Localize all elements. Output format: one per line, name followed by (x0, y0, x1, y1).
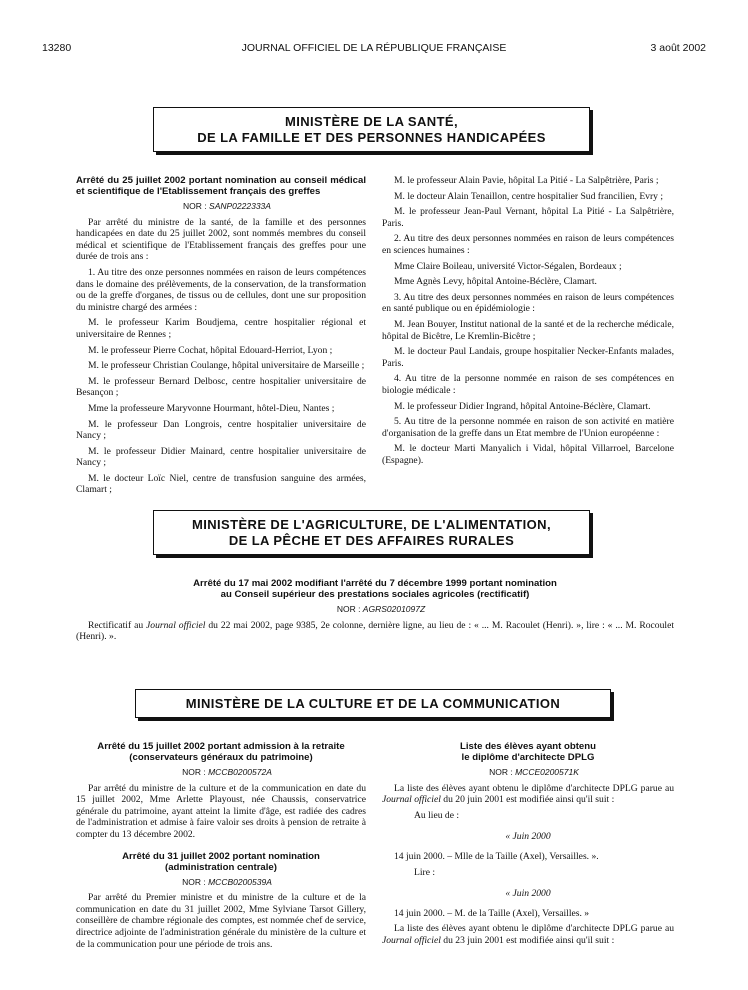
retirement-nor-code: MCCB0200572A (208, 767, 272, 777)
sante-left-column (76, 175, 366, 500)
dplg-month-heading: « Juin 2000 (505, 888, 551, 900)
sante-nor-code: SANP0222333A (209, 201, 271, 211)
agriculture-section (76, 578, 674, 647)
ministry-sante-line2: DE LA FAMILLE ET DES PERSONNES HANDICAPÉES (197, 130, 546, 145)
sante-paragraph: Mme Claire Boileau, université Victor-Ségalen, Bordeaux ; (394, 260, 622, 272)
nomination-decree-title-line2: (administration centrale) (165, 861, 277, 873)
sante-paragraph: M. le docteur Loïc Niel, centre de transfusion sanguine des armées, Clamart ; (76, 472, 366, 496)
dplg-nor: NOR : MCCE0200571K (489, 767, 579, 777)
sante-paragraph: 5. Au titre de la personne nommée en raison de son activité en matière d'organisation de la greffe dans un Etat membre de l'Union européenne : (382, 416, 674, 439)
agriculture-decree-title-line2: au Conseil supérieur des prestations sociales agricoles (rectificatif) (220, 589, 530, 600)
nomination-nor: NOR : MCCB0200539A (182, 876, 272, 887)
sante-paragraph: M. le professeur Pierre Cochat, hôpital Edouard-Herriot, Lyon ; (88, 344, 333, 356)
sante-paragraph: M. le professeur Didier Ingrand, hôpital Antoine-Béclère, Clamart. (394, 400, 651, 412)
sante-paragraph: Mme Agnès Levy, hôpital Antoine-Béclère, Clamart. (394, 276, 597, 288)
sante-paragraph: M. Jean Bouyer, Institut national de la santé et de la recherche médicale, hôpital de Bicêtre, Le Kremlin-Bicêtre ; (382, 318, 674, 342)
sante-nor: NOR : SANP0222333A (183, 201, 271, 211)
page-number: 13280 (42, 42, 72, 54)
sante-paragraph: M. le docteur Marti Manyalich i Vidal, hôpital Villarroel, Barcelone (Espagne). (382, 443, 674, 466)
sante-paragraph: 3. Au titre des deux personnes nommées en raison de leurs compétences en santé publique ou en épidémiologie : (382, 291, 674, 315)
sante-paragraph: 2. Au titre des deux personnes nommées en raison de leurs compétences en sciences humaines : (382, 233, 674, 256)
agriculture-nor: NOR : AGRS0201097Z (336, 604, 426, 614)
retirement-text: Par arrêté du ministre de la culture et de la communication en date du 15 juillet 2002, Mme Arlette Playoust, née Chaussis, conservatrice générale du patrimoine, ayant atteint la limite d'âge, est radiée des cadres de l'administration et admise à faire valoir ses droits à pension de retraite à compter du 13 décembre 2002. (76, 782, 366, 840)
dplg-au-lieu-de: Au lieu de : (414, 809, 460, 821)
sante-paragraph: M. le professeur Jean-Paul Vernant, hôpital La Pitié - La Salpêtrière, Paris. (382, 206, 674, 229)
culture-right-column (382, 741, 674, 951)
sante-paragraph: M. le docteur Alain Tenaillon, centre hospitalier Sud francilien, Evry ; (394, 190, 664, 202)
retirement-decree-title-line2: (conservateurs généraux du patrimoine) (129, 752, 313, 763)
dplg-paragraph-1: La liste des élèves ayant obtenu le diplôme d'architecte DPLG parue au Journal officiel du 20 juin 2001 est modifiée ainsi qu'il suit : (382, 782, 674, 806)
dplg-nor-code: MCCE0200571K (515, 767, 579, 777)
issue-date: 3 août 2002 (650, 42, 706, 54)
ministry-sante-line1: MINISTÈRE DE LA SANTÉ, (285, 114, 458, 129)
sante-paragraph: M. le professeur Bernard Delbosc, centre hospitalier universitaire de Besançon ; (76, 375, 366, 399)
sante-paragraph: M. le professeur Christian Coulange, hôpital universitaire de Marseille ; (88, 360, 365, 372)
ministry-agriculture-line1: MINISTÈRE DE L'AGRICULTURE, DE L'ALIMENTATION, (192, 517, 551, 532)
agriculture-nor-code: AGRS0201097Z (362, 604, 426, 614)
sante-paragraph: 1. Au titre des onze personnes nommées en raison de leurs compétences dans le domaine des prélèvements, de la conservation, de la transformation ou de la greffe d'organes, de tissus ou de cellules, dont une sur proposition du ministre chargé des armées : (76, 266, 366, 313)
ministry-culture-box (135, 689, 611, 718)
dplg-list-title-line1: Liste des élèves ayant obtenu (460, 741, 596, 752)
ministry-sante-box (153, 107, 590, 152)
ministry-culture-line: MINISTÈRE DE LA CULTURE ET DE LA COMMUNICATION (185, 696, 561, 711)
sante-paragraph: M. le professeur Alain Pavie, hôpital La Pitié - La Salpêtrière, Paris ; (394, 175, 659, 186)
dplg-entry-old: 14 juin 2000. – Mlle de la Taille (Axel), Versailles. ». (394, 850, 599, 862)
retirement-nor: NOR : MCCB0200572A (182, 767, 272, 777)
nomination-nor-code: MCCB0200539A (208, 876, 272, 887)
agriculture-rectificatif: Rectificatif au Journal officiel du 22 mai 2002, page 9385, 2e colonne, dernière ligne, au lieu de : « ... M. Racoulet (Henri). », lire : « ... M. Rocoulet (Henri). ». (76, 619, 674, 643)
nomination-text: Par arrêté du Premier ministre et du ministre de la culture et de la communication en date du 31 juillet 2002, Mme Sylviane Tarsot Gillery, conseillère de chambre régionale des comptes, est nommée chef de service, directrice adjointe de l'administration générale du ministère de la culture et de la communication pour une période de trois ans. (76, 892, 366, 950)
sante-paragraph: M. le professeur Karim Boudjema, centre hospitalier régional et universitaire de Rennes ; (76, 317, 366, 340)
culture-left-column (76, 741, 366, 954)
ministry-agriculture-box (153, 510, 590, 555)
sante-paragraph: M. le professeur Didier Mainard, centre hospitalier universitaire de Nancy ; (76, 445, 366, 469)
sante-paragraph: M. le professeur Dan Longrois, centre hospitalier universitaire de Nancy ; (76, 418, 366, 442)
dplg-entry-new: 14 juin 2000. – M. de la Taille (Axel), Versailles. » (394, 907, 590, 919)
dplg-list-title-line2: le diplôme d'architecte DPLG (461, 752, 595, 763)
journal-title: JOURNAL OFFICIEL DE LA RÉPUBLIQUE FRANÇAISE (241, 42, 507, 54)
sante-decree-title: Arrêté du 25 juillet 2002 portant nomination au conseil médical et scientifique de l'Etablissement français des greffes (76, 175, 366, 197)
nomination-decree-title-line1: Arrêté du 31 juillet 2002 portant nomination (122, 850, 320, 862)
dplg-lire: Lire : (414, 866, 436, 878)
sante-paragraph: 4. Au titre de la personne nommée en raison de ses compétences en biologie médicale : (382, 373, 674, 396)
sante-paragraph: M. le docteur Paul Landais, groupe hospitalier Necker-Enfants malades, Paris. (382, 346, 674, 369)
sante-right-column (382, 175, 674, 470)
sante-paragraph: Par arrêté du ministre de la santé, de la famille et des personnes handicapées en date du 25 juillet 2002, sont nommés membres du conseil médical et scientifique de l'Etablissement français des greffes pour une durée de trois ans : (76, 216, 366, 263)
sante-paragraph: Mme la professeure Maryvonne Hourmant, hôtel-Dieu, Nantes ; (88, 402, 335, 414)
retirement-decree-title-line1: Arrêté du 15 juillet 2002 portant admission à la retraite (97, 741, 345, 752)
ministry-agriculture-line2: DE LA PÊCHE ET DES AFFAIRES RURALES (228, 533, 515, 548)
dplg-paragraph-2: La liste des élèves ayant obtenu le diplôme d'architecte DPLG parue au Journal officiel du 23 juin 2001 est modifiée ainsi qu'il suit : (382, 923, 674, 946)
agriculture-decree-title-line1: Arrêté du 17 mai 2002 modifiant l'arrêté du 7 décembre 1999 portant nomination (193, 578, 557, 589)
dplg-month-heading: « Juin 2000 (505, 831, 551, 843)
